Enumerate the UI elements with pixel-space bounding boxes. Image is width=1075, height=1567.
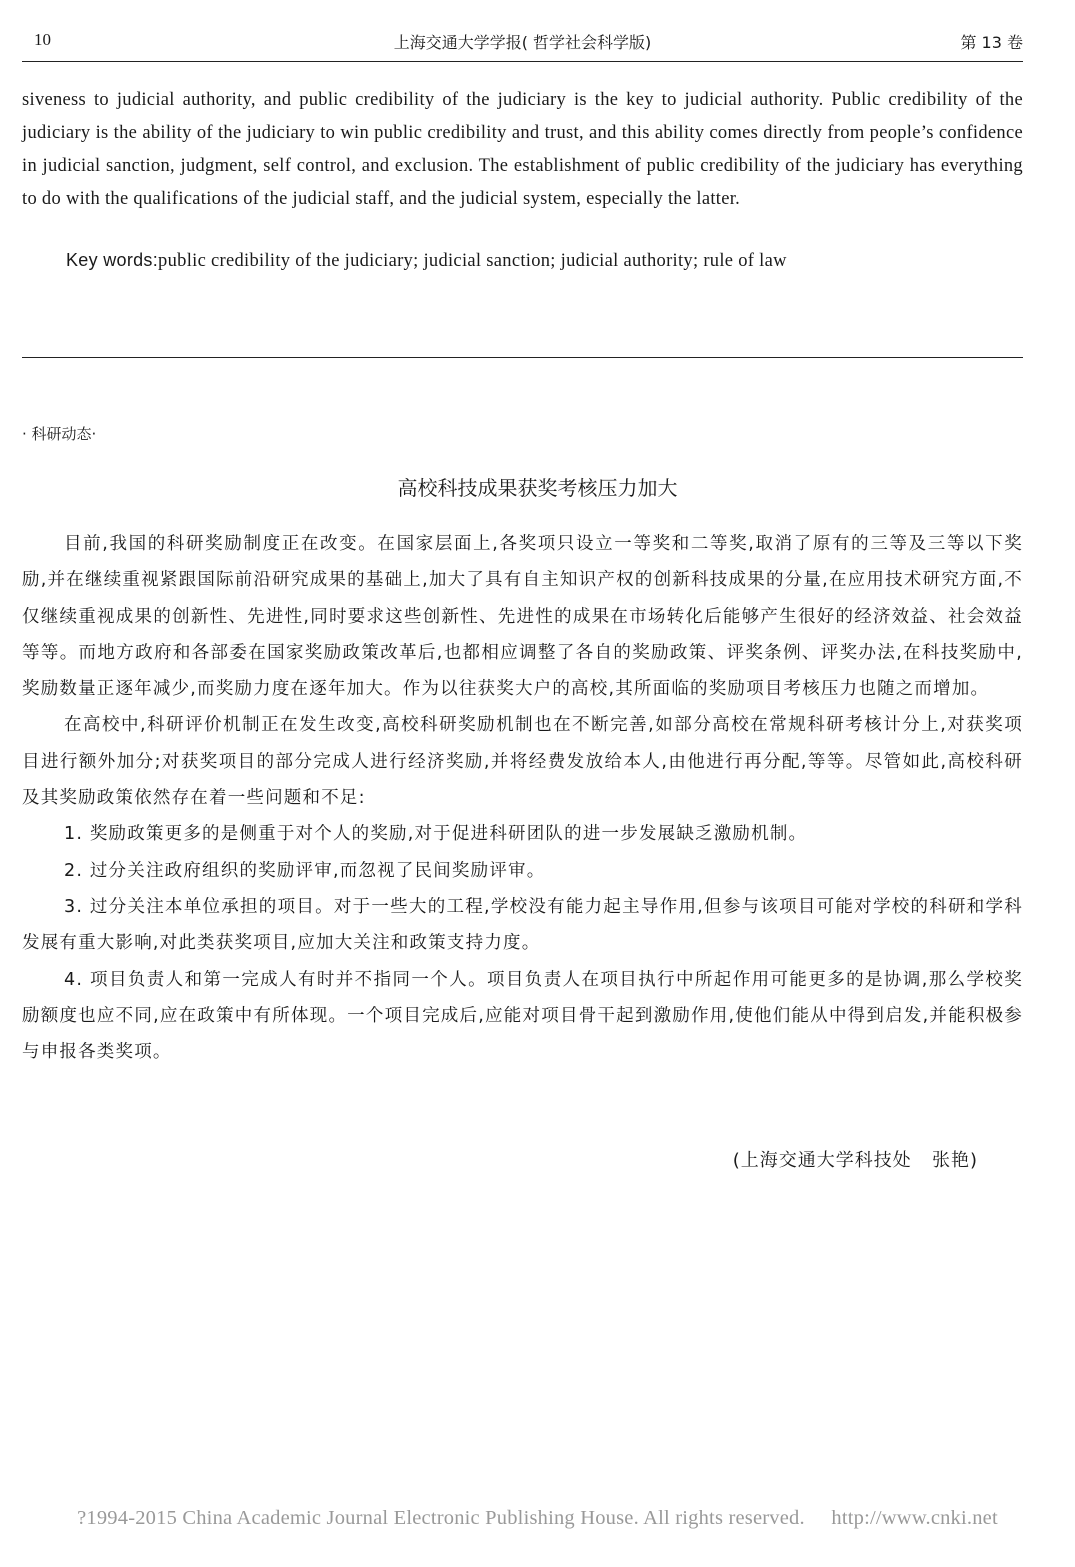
header-divider (22, 61, 1023, 62)
english-abstract (22, 84, 1023, 216)
article-body (22, 526, 1023, 1070)
volume-label: 第 13 卷 (960, 33, 1023, 52)
list-item: 1. 奖励政策更多的是侧重于对个人的奖励,对于促进科研团队的进一步发展缺乏激励机制。 (64, 824, 808, 845)
list-item: 3. 过分关注本单位承担的项目。对于一些大的工程,学校没有能力起主导作用,但参与该项目可能对学校的科研和学科发展有重大影响,对此类获奖项目,应加大关注和政策支持力度。 (22, 896, 1023, 954)
list-item: 2. 过分关注政府组织的奖励评审,而忽视了民间奖励评审。 (64, 860, 546, 881)
page-number: 10 (34, 30, 51, 49)
section-divider (22, 357, 1023, 358)
page-header (22, 28, 1023, 56)
journal-name: 上海交通大学学报( 哲学社会科学版) (393, 33, 652, 52)
copyright-footer: ?1994-2015 China Academic Journal Electronic Publishing House. All rights reserved. http://www.cnki.net (77, 1507, 998, 1529)
list-item: 4. 项目负责人和第一完成人有时并不指同一个人。项目负责人在项目执行中所起作用可能更多的是协调,那么学校奖励额度也应不同,应在政策中有所体现。一个项目完成后,应能对项目骨干起到激励作用,使他们能从中得到启发,并能积极参与申报各类奖项。 (22, 969, 1023, 1063)
keywords-text: public credibility of the judiciary; judicial sanction; judicial authority; rule of law (158, 251, 787, 271)
body-paragraph: 在高校中,科研评价机制正在发生改变,高校科研奖励机制也在不断完善,如部分高校在常规科研考核计分上,对获奖项目进行额外加分;对获奖项目的部分完成人进行经济奖励,并将经费发放给本人,由他进行再分配,等等。尽管如此,高校科研及其奖励政策依然存在着一些问题和不足: (22, 715, 1023, 809)
keywords-label: Key words: (66, 250, 159, 270)
abstract-text: siveness to judicial authority, and public credibility of the judiciary is the key to judicial authority. Public credibility of the judiciary is the ability of the judiciary to win public credibility and trust, and this ability comes directly from people’s confidence in judicial sanction, judgment, self control, and exclusion. The establishment of public credibility of the judiciary has everything to do with the qualifications of the judicial staff, and the judicial system, especially the latter. (22, 90, 1023, 209)
keywords-line (66, 250, 787, 272)
article-title: 高校科技成果获奖考核压力加大 (397, 476, 678, 500)
author-signature: (上海交通大学科技处 张艳) (732, 1150, 978, 1171)
section-tag: · 科研动态· (22, 425, 97, 443)
body-paragraph: 目前,我国的科研奖励制度正在改变。在国家层面上,各奖项只设立一等奖和二等奖,取消了原有的三等及三等以下奖励,并在继续重视紧跟国际前沿研究成果的基础上,加大了具有自主知识产权的创新科技成果的分量,在应用技术研究方面,不仅继续重视成果的创新性、先进性,同时要求这些创新性、先进性的成果在市场转化后能够产生很好的经济效益、社会效益等等。而地方政府和各部委在国家奖励政策改革后,也都相应调整了各自的奖励政策、评奖条例、评奖办法,在科技奖励中,奖励数量正逐年减少,而奖励力度在逐年加大。作为以往获奖大户的高校,其所面临的奖励项目考核压力也随之而增加。 (22, 534, 1023, 700)
